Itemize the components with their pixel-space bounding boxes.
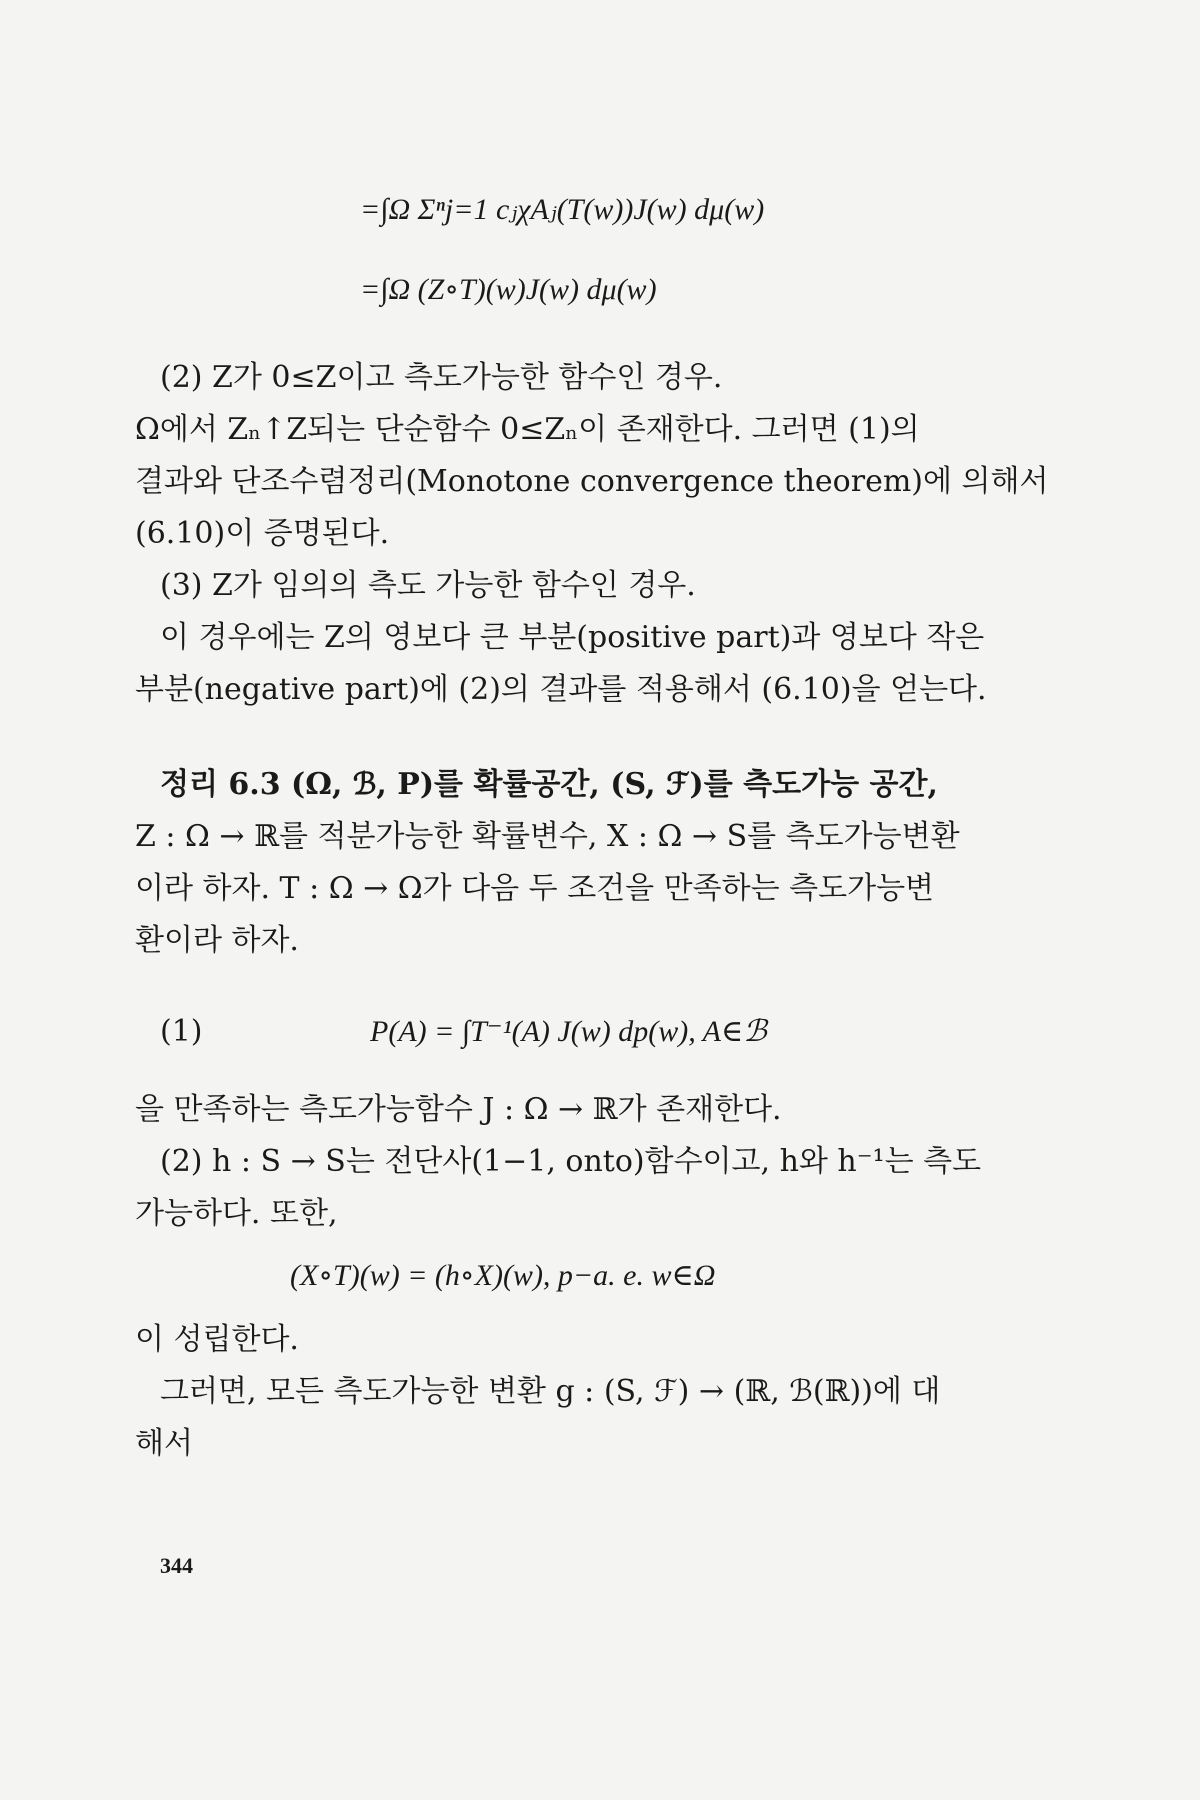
theorem-line: Z : Ω → ℝ를 적분가능한 확률변수, X : Ω → S를 측도가능변환 (135, 819, 960, 854)
equation-line-1: =∫Ω Σⁿj=1 cⱼχAⱼ(T(w))J(w) dμ(w) (360, 193, 765, 226)
theorem-line: 이라 하자. T : Ω → Ω가 다음 두 조건을 만족하는 측도가능변 (135, 871, 935, 906)
paragraph-line: 이 경우에는 Z의 영보다 큰 부분(positive part)과 영보다 작은 (160, 620, 985, 655)
case-2-heading: (2) Z가 0≤Z이고 측도가능한 함수인 경우. (160, 360, 723, 395)
theorem-heading: 정리 6.3 (Ω, ℬ, P)를 확률공간, (S, ℱ)를 측도가능 공간, (160, 767, 938, 802)
case-3-heading: (3) Z가 임의의 측도 가능한 함수인 경우. (160, 568, 696, 603)
theorem-line: 이 성립한다. (135, 1322, 299, 1357)
theorem-line: 환이라 하자. (135, 923, 299, 958)
paragraph-line: Ω에서 Zₙ↑Z되는 단순함수 0≤Zₙ이 존재한다. 그러면 (1)의 (135, 412, 920, 447)
condition-1-label: (1) (160, 1014, 203, 1049)
theorem-line: 을 만족하는 측도가능함수 J : Ω → ℝ가 존재한다. (135, 1092, 782, 1127)
equation-condition-2: (X∘T)(w) = (h∘X)(w), p−a. e. w∈Ω (290, 1259, 716, 1292)
page-number: 344 (160, 1553, 193, 1578)
condition-2-line: (2) h : S → S는 전단사(1−1, onto)함수이고, h와 h⁻¹는 측도 (160, 1144, 982, 1179)
theorem-line: 가능하다. 또한, (135, 1196, 338, 1231)
paragraph-line: 결과와 단조수렴정리(Monotone convergence theorem)에 의해서 (135, 464, 1049, 499)
equation-line-2: =∫Ω (Z∘T)(w)J(w) dμ(w) (360, 273, 657, 306)
equation-condition-1: P(A) = ∫T⁻¹(A) J(w) dp(w), A∈ℬ (370, 1015, 767, 1048)
theorem-line: 그러면, 모든 측도가능한 변환 g : (S, ℱ) → (ℝ, ℬ(ℝ))에 대 (160, 1374, 941, 1409)
paragraph-line: (6.10)이 증명된다. (135, 516, 390, 551)
theorem-line: 해서 (135, 1426, 193, 1461)
paragraph-line: 부분(negative part)에 (2)의 결과를 적용해서 (6.10)을 얻는다. (135, 672, 987, 707)
